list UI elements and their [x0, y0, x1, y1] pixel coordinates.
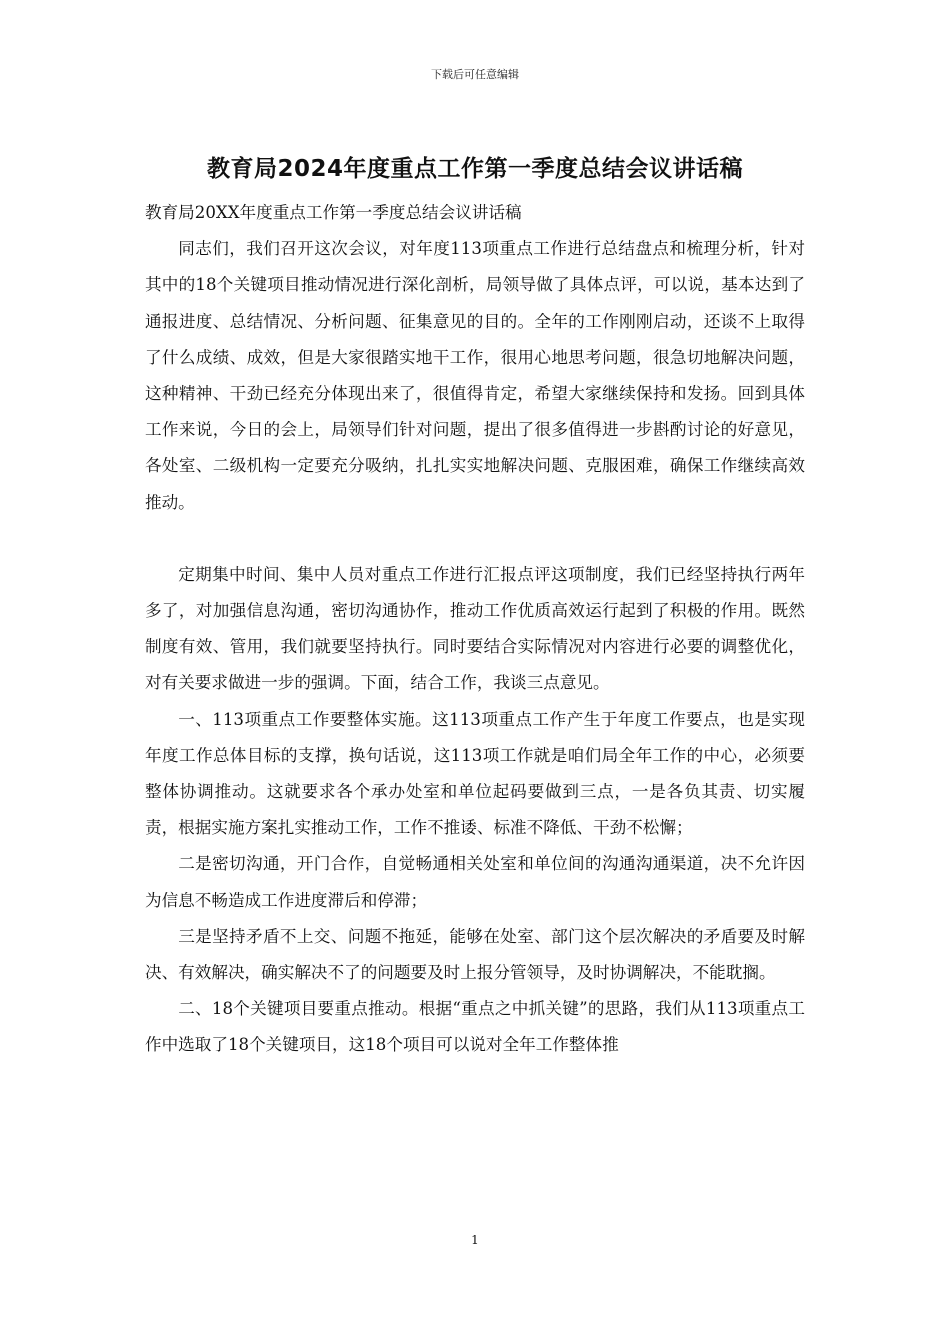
document-title: 教育局2024年度重点工作第一季度总结会议讲话稿 — [206, 156, 743, 182]
paragraph-3: 一、113项重点工作要整体实施。这113项重点工作产生于年度工作要点，也是实现年度工作总体目标的支撑，换句话说，这113项工作就是咱们局全年工作的中心，必须要整体协调推动。这就要求各个承办处室和单位起码要做到三点，一是各负其责、切实履责，根据实施方案扎实推动工作，工作不推诿、标准不降低、干劲不松懈； — [145, 709, 805, 838]
paragraph-2: 定期集中时间、集中人员对重点工作进行汇报点评这项制度，我们已经坚持执行两年多了，对加强信息沟通，密切沟通协作，推动工作优质高效运行起到了积极的作用。既然制度有效、管用，我们就要坚持执行。同时要结合实际情况对内容进行必要的调整优化，对有关要求做进一步的强调。下面，结合工作，我谈三点意见。 — [145, 564, 805, 693]
paragraph-1: 同志们，我们召开这次会议，对年度113项重点工作进行总结盘点和梳理分析，针对其中的18个关键项目推动情况进行深化剖析，局领导做了具体点评，可以说，基本达到了通报进度、总结情况、分析问题、征集意见的目的。全年的工作刚刚启动，还谈不上取得了什么成绩、成效，但是大家很踏实地干工作，很用心地思考问题，很急切地解决问题，这种精神、干劲已经充分体现出来了，很值得肯定，希望大家继续保持和发扬。回到具体工作来说，今日的会上，局领导们针对问题，提出了很多值得进一步斟酌讨论的好意见，各处室、二级机构一定要充分吸纳，扎扎实实地解决问题、克服困难，确保工作继续高效推动。 — [145, 239, 805, 512]
paragraph-4: 二是密切沟通，开门合作，自觉畅通相关处室和单位间的沟通沟通渠道，决不允许因为信息不畅造成工作进度滞后和停滞； — [145, 854, 805, 910]
document-subtitle: 教育局20XX年度重点工作第一季度总结会议讲话稿 — [145, 203, 522, 222]
page-header-note: 下载后可任意编辑 — [431, 68, 519, 81]
paragraph-6: 二、18个关键项目要重点推动。根据“重点之中抓关键”的思路，我们从113项重点工作中选取了18个关键项目，这18个项目可以说对全年工作整体推 — [145, 999, 805, 1055]
paragraph-spacer — [145, 521, 805, 557]
paragraph-5: 三是坚持矛盾不上交、问题不拖延，能够在处室、部门这个层次解决的矛盾要及时解决、有效解决，确实解决不了的问题要及时上报分管领导，及时协调解决，不能耽搁。 — [145, 926, 805, 983]
page-number: 1 — [471, 1233, 479, 1247]
document-body — [145, 195, 805, 1064]
